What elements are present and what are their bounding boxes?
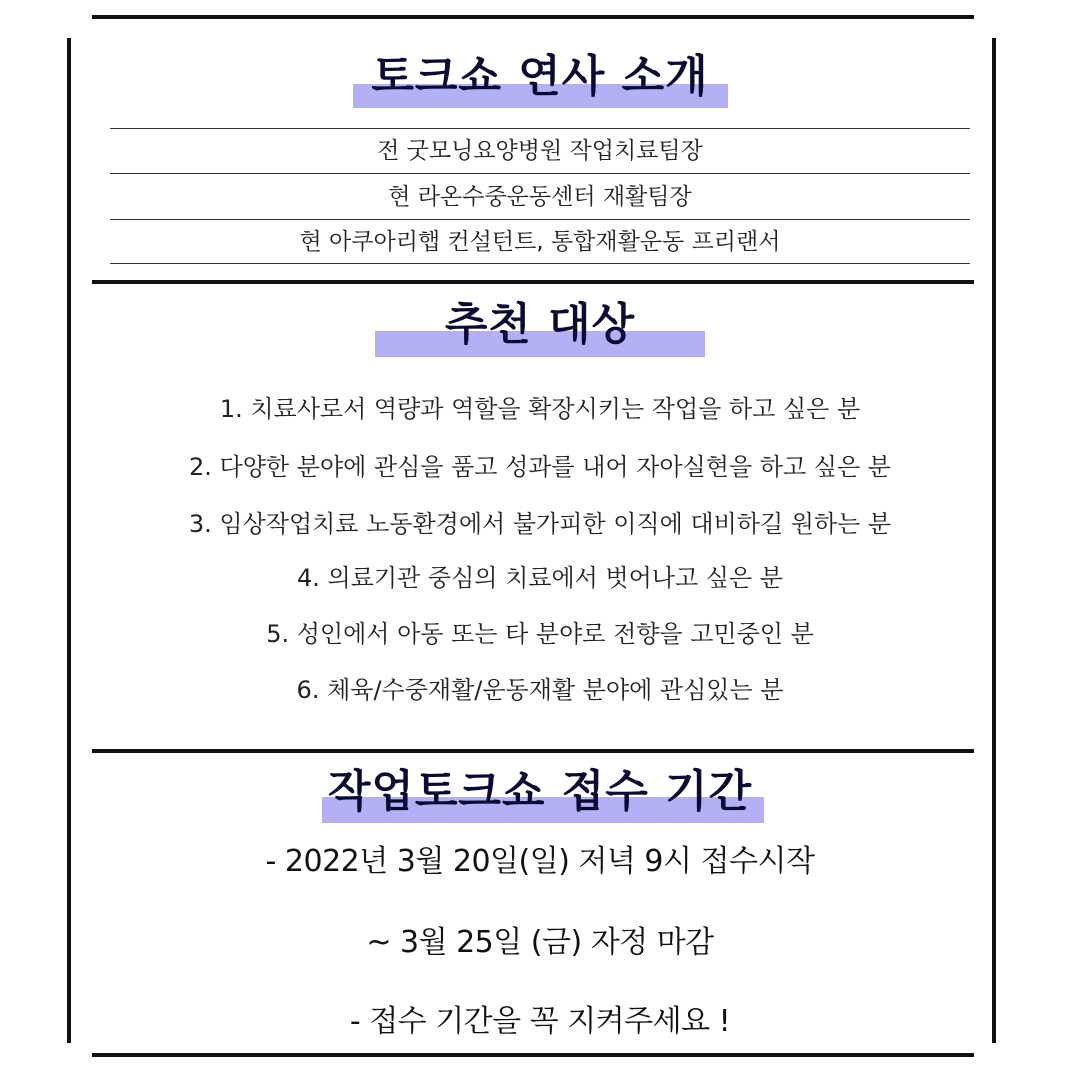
- audience-item-6: 6. 체육/수중재활/운동재활 분야에 관심있는 분: [296, 676, 784, 704]
- speaker-line-3: 현 아쿠아리햅 컨설턴트, 통합재활운동 프리랜서: [299, 229, 781, 255]
- speaker-line-2: 현 라온수중운동센터 재활팀장: [388, 184, 692, 210]
- section-divider-2: [92, 749, 974, 753]
- speaker-divider-2: [110, 173, 970, 174]
- audience-item-4: 4. 의료기관 중심의 치료에서 벗어나고 싶은 분: [297, 564, 783, 592]
- registration-note: - 접수 기간을 꼭 지켜주세요 !: [349, 1004, 731, 1039]
- speaker-divider-1: [110, 128, 970, 129]
- speaker-divider-4: [110, 263, 970, 264]
- top-border: [92, 15, 974, 19]
- section-divider-1: [92, 280, 974, 284]
- audience-item-3: 3. 임상작업치료 노동환경에서 불가피한 이직에 대비하길 원하는 분: [188, 510, 892, 538]
- speaker-line-1: 전 굿모닝요양병원 작업치료팀장: [377, 138, 703, 164]
- registration-start-line: - 2022년 3월 20일(일) 저녁 9시 접수시작: [265, 844, 815, 879]
- bottom-border: [92, 1053, 974, 1057]
- audience-item-2: 2. 다양한 분야에 관심을 품고 성과를 내어 자아실현을 하고 싶은 분: [189, 453, 891, 481]
- registration-end-line: ~ 3월 25일 (금) 자정 마감: [366, 925, 714, 960]
- audience-item-1: 1. 치료사로서 역량과 역할을 확장시키는 작업을 하고 싶은 분: [219, 395, 861, 423]
- audience-item-5: 5. 성인에서 아동 또는 타 분야로 전향을 고민중인 분: [266, 620, 814, 648]
- speaker-divider-3: [110, 219, 970, 220]
- audience-title: 추천 대상: [444, 299, 636, 350]
- speaker-title: 토크쇼 연사 소개: [371, 51, 709, 102]
- registration-title: 작업토크쇼 접수 기간: [327, 766, 753, 817]
